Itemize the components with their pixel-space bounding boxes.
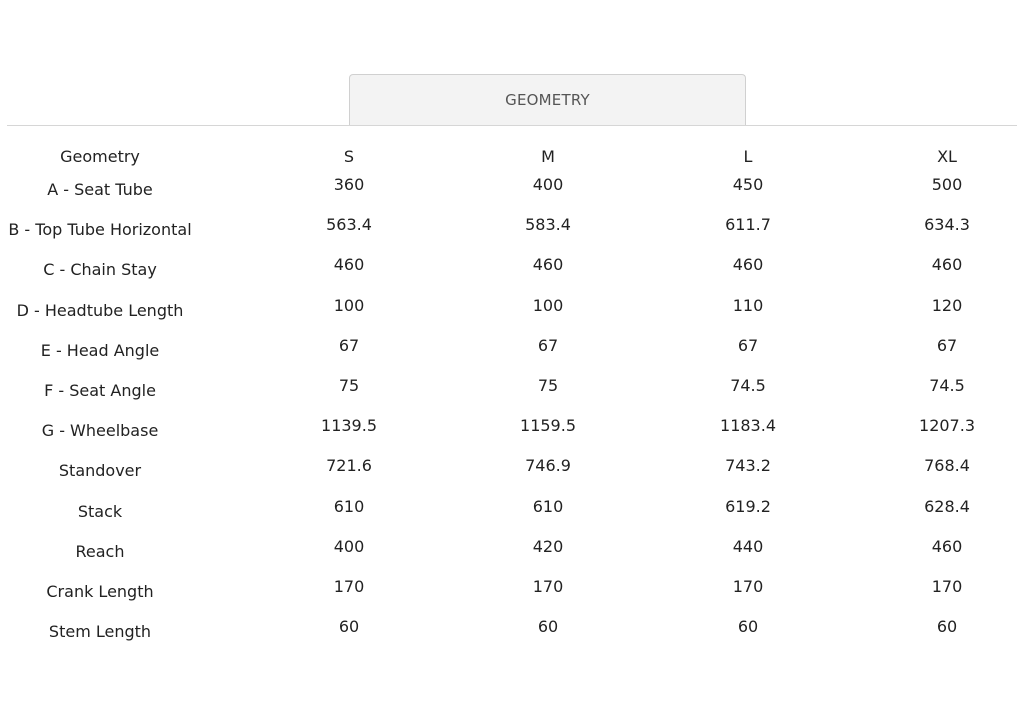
cell-size-xl: 500 — [931, 175, 963, 194]
cell-size-l: 440 — [732, 536, 764, 556]
cell-size-l: 450 — [732, 175, 764, 194]
cell-size-m: 67 — [537, 335, 559, 355]
cell-size-l: 619.2 — [725, 496, 771, 516]
cell-size-xl: 74.5 — [929, 376, 965, 395]
cell-size-xl: 1207.3 — [919, 416, 975, 436]
cell-size-xl: 170 — [931, 577, 963, 596]
cell-size-s: 1139.5 — [321, 416, 377, 436]
cell-size-l: 743.2 — [725, 456, 771, 476]
table-row — [0, 619, 1024, 659]
header-size-m: M — [541, 147, 555, 166]
table-row — [0, 378, 1024, 418]
cell-size-xl: 120 — [931, 295, 963, 315]
cell-size-s: 75 — [338, 376, 360, 395]
cell-size-xl: 460 — [931, 536, 963, 556]
row-label: Reach — [75, 541, 125, 561]
table-row — [0, 335, 1024, 378]
header-size-s: S — [343, 147, 355, 166]
table-row — [0, 536, 1024, 579]
header-size-l: L — [743, 147, 753, 166]
cell-size-l: 1183.4 — [720, 416, 776, 436]
cell-size-l: 170 — [732, 577, 764, 596]
row-label: B - Top Tube Horizontal — [8, 220, 192, 240]
cell-size-s: 60 — [338, 617, 360, 637]
cell-size-s: 460 — [333, 255, 365, 275]
cell-size-m: 170 — [532, 577, 564, 596]
row-label: Stem Length — [48, 622, 152, 642]
table-row — [0, 458, 1024, 498]
row-label: F - Seat Angle — [44, 381, 156, 400]
row-label: E - Head Angle — [40, 340, 160, 360]
row-label: Standover — [58, 461, 142, 481]
cell-size-s: 360 — [333, 175, 365, 194]
cell-size-m: 60 — [537, 617, 559, 637]
row-label: Stack — [77, 501, 123, 521]
cell-size-l: 60 — [737, 617, 759, 637]
cell-size-xl: 460 — [931, 255, 963, 275]
cell-size-m: 400 — [532, 175, 564, 194]
cell-size-s: 610 — [333, 496, 365, 516]
tab-geometry-label: GEOMETRY — [505, 91, 590, 109]
cell-size-m: 420 — [532, 536, 564, 556]
cell-size-s: 721.6 — [326, 456, 372, 476]
row-label: D - Headtube Length — [16, 300, 184, 320]
cell-size-s: 563.4 — [326, 215, 372, 235]
cell-size-xl: 628.4 — [924, 496, 970, 516]
cell-size-m: 100 — [532, 295, 564, 315]
table-row — [0, 217, 1024, 257]
cell-size-m: 583.4 — [525, 215, 571, 235]
table-row — [0, 496, 1024, 539]
row-label: Crank Length — [46, 582, 154, 601]
cell-size-m: 1159.5 — [520, 416, 576, 436]
row-label: A - Seat Tube — [47, 180, 153, 199]
cell-size-m: 460 — [532, 255, 564, 275]
header-size-xl: XL — [937, 147, 957, 166]
cell-size-l: 67 — [737, 335, 759, 355]
cell-size-xl: 634.3 — [924, 215, 970, 235]
header-geometry: Geometry — [60, 147, 140, 166]
cell-size-l: 110 — [732, 295, 764, 315]
table-row — [0, 177, 1024, 217]
cell-size-m: 75 — [537, 376, 559, 395]
table-row — [0, 295, 1024, 338]
table-row — [0, 579, 1024, 619]
cell-size-l: 611.7 — [725, 215, 771, 235]
table-row — [0, 257, 1024, 297]
cell-size-l: 460 — [732, 255, 764, 275]
tab-divider — [7, 125, 1017, 126]
cell-size-xl: 768.4 — [924, 456, 970, 476]
table-row — [0, 418, 1024, 458]
cell-size-s: 400 — [333, 536, 365, 556]
row-label: G - Wheelbase — [41, 421, 159, 441]
cell-size-s: 67 — [338, 335, 360, 355]
table-header-row — [0, 140, 1024, 172]
cell-size-s: 100 — [333, 295, 365, 315]
tab-geometry[interactable] — [349, 74, 746, 125]
cell-size-m: 610 — [532, 496, 564, 516]
cell-size-m: 746.9 — [525, 456, 571, 476]
cell-size-s: 170 — [333, 577, 365, 596]
cell-size-xl: 67 — [936, 335, 958, 355]
cell-size-l: 74.5 — [730, 376, 766, 395]
cell-size-xl: 60 — [936, 617, 958, 637]
row-label: C - Chain Stay — [43, 260, 157, 280]
